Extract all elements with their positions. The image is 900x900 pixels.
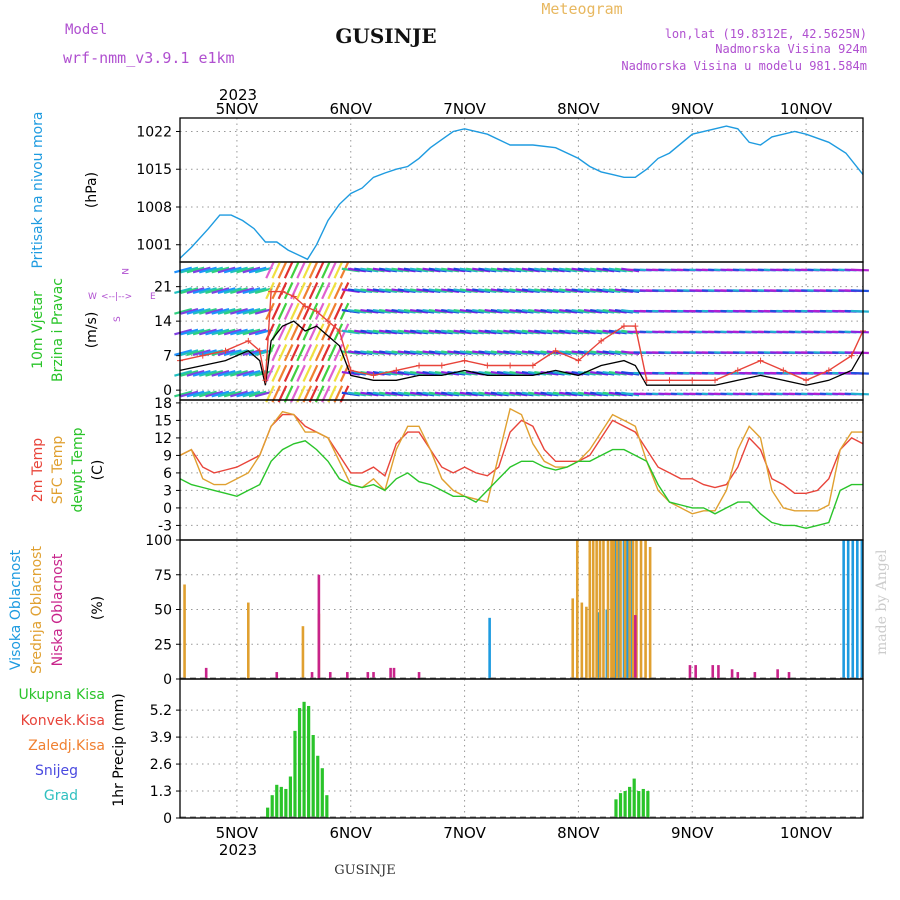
temp-ylabel-sfc: SFC Temp	[50, 435, 66, 505]
wind-panel	[154, 262, 869, 402]
clouds-bar-niska-oblacnost	[389, 668, 392, 679]
clouds-ytick-label: 75	[154, 567, 172, 584]
compass-n: N	[119, 268, 129, 275]
clouds-bar-srednja-oblacnost	[581, 603, 584, 679]
clouds-bar-niska-oblacnost	[418, 672, 421, 679]
pressure-panel	[136, 118, 863, 262]
clouds-bar-srednja-oblacnost	[589, 540, 592, 679]
clouds-bar-srednja-oblacnost	[610, 540, 613, 679]
gust-marker	[758, 358, 764, 364]
pressure-line-pressure	[180, 126, 863, 259]
clouds-bar-niska-oblacnost	[367, 672, 370, 679]
cloud-ylabel	[8, 546, 106, 674]
wind-ylabel-unit: (m/s)	[84, 311, 100, 349]
wind-ytick-label: 21	[154, 279, 172, 296]
temp-ylabel-2m: 2m Temp	[30, 437, 46, 503]
gust-marker	[507, 363, 513, 369]
footer-station: GUSINJE	[334, 863, 396, 878]
bottom-date-tick: 5NOV	[215, 824, 259, 842]
legend-zaledj: Zaledj.Kisa	[28, 738, 105, 754]
temperature-ytick-label: 9	[163, 448, 172, 465]
precip-bar-ukupna-kisa	[302, 702, 305, 818]
clouds-bar-srednja-oblacnost	[576, 540, 579, 679]
temperature-ytick-label: 18	[154, 395, 172, 412]
precip-bar-ukupna-kisa	[321, 768, 324, 818]
clouds-bar-niska-oblacnost	[694, 665, 697, 679]
compass-arrow: <--|-->	[101, 292, 133, 302]
clouds-bar-srednja-oblacnost	[571, 598, 574, 679]
clouds-bar-srednja-oblacnost	[607, 540, 610, 679]
clouds-bar-srednja-oblacnost	[599, 540, 602, 679]
pressure-ytick-label: 1001	[136, 237, 172, 254]
bottom-date-tick: 10NOV	[780, 824, 833, 842]
precip-bar-ukupna-kisa	[312, 735, 315, 818]
clouds-bar-srednja-oblacnost	[302, 626, 305, 679]
precip-bar-ukupna-kisa	[271, 795, 274, 818]
precip-bar-ukupna-kisa	[646, 791, 649, 818]
pressure-ytick-label: 1008	[136, 199, 172, 216]
precip-ytick-label: 3.9	[149, 730, 172, 747]
temperature-ytick-label: 12	[154, 430, 172, 447]
compass-e: E	[150, 292, 156, 302]
precip-bar-ukupna-kisa	[307, 706, 310, 818]
clouds-bar-srednja-oblacnost	[183, 584, 186, 679]
gust-marker	[484, 363, 490, 369]
clouds-bar-niska-oblacnost	[711, 665, 714, 679]
temperature-line-dewpt-temp	[180, 441, 863, 529]
wind-barb	[851, 332, 869, 333]
clouds-bar-srednja-oblacnost	[616, 540, 619, 679]
cloud-ylabel-high: Visoka Oblacnost	[8, 549, 24, 671]
precip-bar-ukupna-kisa	[280, 787, 283, 818]
clouds-bar-niska-oblacnost	[205, 668, 208, 679]
wind-barb	[851, 290, 869, 291]
pressure-ylabel-name: Pritisak na nivou mora	[30, 111, 46, 269]
wind-ytick-label: 0	[163, 383, 172, 400]
wind-ylabel-sub: Brzina i Pravac	[50, 278, 66, 382]
pressure-ytick-label: 1015	[136, 162, 172, 179]
clouds-bar-visoka-oblacnost	[488, 618, 491, 679]
gust-marker	[416, 363, 422, 369]
clouds-bar-niska-oblacnost	[717, 665, 720, 679]
gust-marker	[689, 377, 695, 383]
temp-ylabel	[30, 427, 106, 512]
top-date-tick: 8NOV	[557, 100, 600, 118]
wind-barb	[851, 373, 869, 374]
temperature-panel	[154, 396, 863, 540]
gust-marker	[666, 377, 672, 383]
clouds-bar-visoka-oblacnost	[847, 540, 850, 679]
compass-s: S	[113, 316, 123, 322]
model-altitude-text: Nadmorska Visina u modelu 981.584m	[621, 59, 867, 73]
clouds-bar-visoka-oblacnost	[842, 540, 845, 679]
gust-marker	[803, 377, 809, 383]
precip-ytick-label: 2.6	[149, 757, 172, 774]
cloud-ylabel-low: Niska Oblacnost	[50, 553, 66, 667]
clouds-bar-visoka-oblacnost	[856, 540, 859, 679]
clouds-bar-niska-oblacnost	[689, 665, 692, 679]
pressure-frame	[180, 118, 863, 262]
wind-barb	[851, 311, 869, 312]
clouds-bar-niska-oblacnost	[634, 615, 637, 679]
precip-bar-ukupna-kisa	[623, 791, 626, 818]
clouds-bar-srednja-oblacnost	[247, 603, 250, 679]
temperature-ytick-label: 0	[163, 500, 172, 517]
legend-grad: Grad	[43, 788, 78, 804]
gust-marker	[712, 377, 718, 383]
top-date-axis	[216, 100, 833, 118]
top-date-tick: 7NOV	[443, 100, 486, 118]
precip-bar-ukupna-kisa	[316, 756, 319, 818]
temperature-ytick-label: -3	[158, 518, 172, 535]
clouds-bar-niska-oblacnost	[736, 672, 739, 679]
altitude-text: Nadmorska Visina 924m	[715, 42, 867, 56]
bottom-date-axis	[216, 824, 833, 842]
bottom-year-label: 2023	[218, 841, 258, 859]
legend-konvek: Konvek.Kisa	[20, 713, 105, 729]
product-title: Meteogram	[541, 0, 623, 18]
clouds-bar-niska-oblacnost	[318, 575, 321, 679]
model-label: Model	[65, 22, 108, 38]
clouds-bar-niska-oblacnost	[776, 669, 779, 679]
wind-ytick-label: 7	[163, 348, 172, 365]
clouds-panel	[145, 533, 863, 688]
clouds-bar-srednja-oblacnost	[628, 540, 631, 679]
top-date-tick: 10NOV	[780, 100, 833, 118]
precip-bar-ukupna-kisa	[642, 789, 645, 818]
clouds-ytick-label: 0	[163, 672, 172, 688]
precip-bar-ukupna-kisa	[275, 785, 278, 818]
clouds-bar-srednja-oblacnost	[624, 540, 627, 679]
bottom-date-tick: 6NOV	[329, 824, 373, 842]
station-title: GUSINJE	[335, 24, 437, 48]
temp-ylabel-dewpt: dewpt Temp	[70, 427, 86, 513]
clouds-bar-srednja-oblacnost	[612, 540, 615, 679]
chart-panels	[136, 118, 869, 827]
precip-bar-ukupna-kisa	[298, 708, 301, 818]
precip-bar-ukupna-kisa	[633, 779, 636, 818]
wind-ylabel	[30, 268, 156, 382]
legend-ukupna: Ukupna Kisa	[18, 687, 105, 703]
clouds-ytick-label: 100	[145, 533, 172, 549]
bottom-date-tick: 7NOV	[443, 824, 486, 842]
top-date-tick: 6NOV	[329, 100, 373, 118]
precip-ylabel: 1hr Precip (mm)	[111, 693, 127, 807]
clouds-bar-srednja-oblacnost	[595, 540, 598, 679]
precip-ytick-label: 0	[163, 811, 172, 827]
precip-legend	[18, 687, 127, 807]
legend-snijeg: Snijeg	[34, 763, 78, 779]
top-date-tick: 5NOV	[215, 100, 259, 118]
clouds-bar-niska-oblacnost	[346, 672, 349, 679]
clouds-bar-srednja-oblacnost	[632, 540, 635, 679]
pressure-ylabel-unit: (hPa)	[84, 171, 100, 209]
credit-watermark: made by Angel	[874, 549, 890, 655]
model-name: wrf-nmm_v3.9.1 e1km	[63, 49, 235, 67]
wind-line-gust	[180, 292, 863, 381]
cloud-ylabel-unit: (%)	[90, 595, 106, 621]
precip-bar-ukupna-kisa	[293, 731, 296, 818]
top-year-label: 2023	[218, 86, 258, 104]
top-date-tick: 9NOV	[670, 100, 714, 118]
clouds-bar-niska-oblacnost	[788, 672, 791, 679]
temperature-ytick-label: 6	[163, 465, 172, 482]
cloud-ylabel-mid: Srednja Oblacnost	[29, 546, 45, 674]
precip-bar-ukupna-kisa	[325, 795, 328, 818]
temperature-ytick-label: 15	[154, 413, 172, 430]
precip-bar-ukupna-kisa	[266, 808, 269, 818]
clouds-bar-srednja-oblacnost	[649, 547, 652, 679]
bottom-date-tick: 8NOV	[557, 824, 600, 842]
clouds-bar-srednja-oblacnost	[619, 540, 622, 679]
temperature-ytick-label: 3	[163, 483, 172, 500]
gust-marker	[632, 323, 638, 329]
precip-bar-ukupna-kisa	[289, 777, 292, 818]
wind-barb	[851, 270, 869, 271]
clouds-bar-srednja-oblacnost	[602, 540, 605, 679]
temperature-line-2m-temp	[180, 415, 863, 494]
precip-bar-ukupna-kisa	[637, 791, 640, 818]
bottom-date-tick: 9NOV	[670, 824, 714, 842]
clouds-bar-srednja-oblacnost	[640, 540, 643, 679]
compass-w: W	[88, 292, 97, 302]
gust-marker	[462, 358, 468, 364]
precip-bar-ukupna-kisa	[628, 787, 631, 818]
pressure-ylabel	[30, 111, 100, 268]
gust-marker	[439, 363, 445, 369]
wind-ytick-label: 14	[154, 314, 172, 331]
wind-ylabel-name: 10m Vjetar	[30, 291, 46, 369]
precip-ytick-label: 1.3	[149, 784, 172, 801]
clouds-bar-srednja-oblacnost	[644, 540, 647, 679]
precip-panel	[150, 679, 863, 827]
clouds-bar-visoka-oblacnost	[851, 540, 854, 679]
clouds-bar-niska-oblacnost	[393, 668, 396, 679]
wind-barb	[851, 394, 869, 395]
pressure-ytick-label: 1022	[136, 124, 172, 141]
clouds-ytick-label: 50	[154, 602, 172, 619]
precip-bar-ukupna-kisa	[619, 793, 622, 818]
clouds-bar-srednja-oblacnost	[585, 607, 588, 679]
precip-bar-ukupna-kisa	[614, 799, 617, 818]
coords-text: lon,lat (19.8312E, 42.5625N)	[664, 27, 867, 41]
temp-ylabel-unit: (C)	[90, 459, 106, 481]
precip-ytick-label: 5.2	[149, 703, 172, 720]
precip-bar-ukupna-kisa	[284, 789, 287, 818]
clouds-bar-srednja-oblacnost	[592, 540, 595, 679]
clouds-ytick-label: 25	[154, 637, 172, 654]
